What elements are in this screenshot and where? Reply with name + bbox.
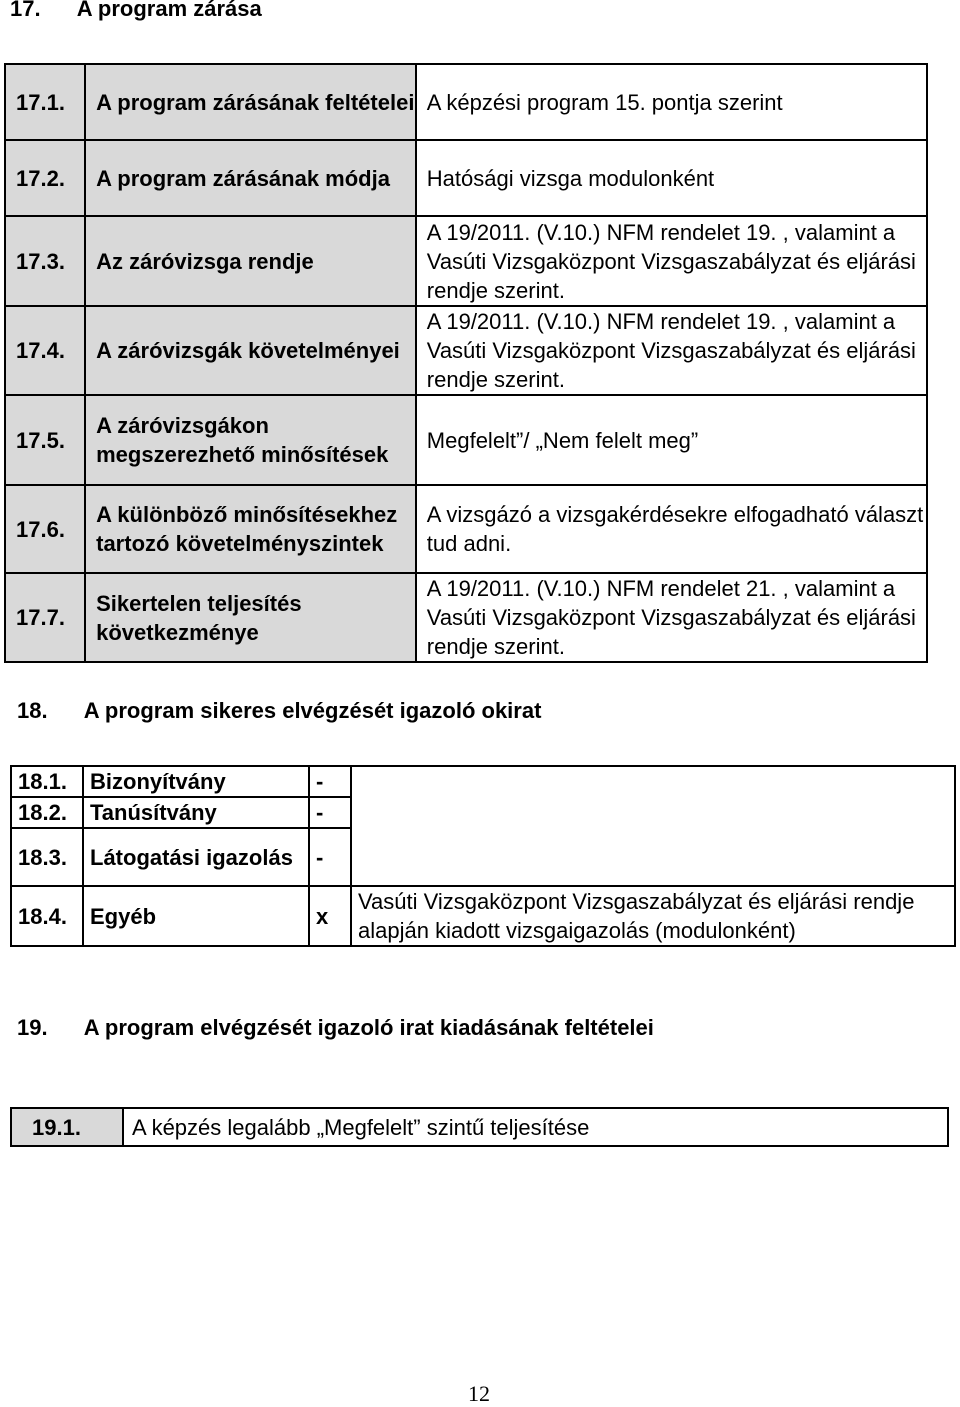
row-mark: x bbox=[309, 886, 351, 946]
table-row bbox=[5, 64, 927, 140]
row-value: A vizsgázó a vizsgakérdésekre elfogadható választ tud adni. bbox=[416, 485, 927, 573]
issuance-conditions-table bbox=[10, 1107, 949, 1147]
row-label: Sikertelen teljesítés következménye bbox=[85, 573, 416, 662]
row-value: Hatósági vizsga modulonként bbox=[416, 140, 927, 216]
certificate-table bbox=[10, 765, 956, 947]
section-19-heading bbox=[17, 1015, 654, 1041]
page-number: 12 bbox=[468, 1381, 490, 1406]
table-row bbox=[5, 485, 927, 573]
row-number: 18.2. bbox=[11, 797, 83, 828]
row-note: Vasúti Vizsgaközpont Vizsgaszabályzat és eljárási rendje alapján kiadott vizsgaigazolás (modulonként) bbox=[351, 886, 955, 946]
row-mark: - bbox=[309, 797, 351, 828]
section-19-title: A program elvégzését igazoló irat kiadásának feltételei bbox=[83, 1015, 654, 1040]
row-number: 17.1. bbox=[5, 64, 85, 140]
row-label: Tanúsítvány bbox=[83, 797, 309, 828]
table-row bbox=[5, 395, 927, 485]
section-17-title: A program zárása bbox=[76, 0, 262, 21]
row-value: A 19/2011. (V.10.) NFM rendelet 21. , valamint a Vasúti Vizsgaközpont Vizsgaszabályzat és eljárási rendje szerint. bbox=[416, 573, 927, 662]
table-row bbox=[5, 306, 927, 395]
row-label: Látogatási igazolás bbox=[83, 828, 309, 886]
section-18-title: A program sikeres elvégzését igazoló okirat bbox=[83, 698, 542, 723]
row-number: 18.3. bbox=[11, 828, 83, 886]
row-number: 17.5. bbox=[5, 395, 85, 485]
row-label: A záróvizsgákon megszerezhető minősítések bbox=[85, 395, 416, 485]
row-value: A 19/2011. (V.10.) NFM rendelet 19. , valamint a Vasúti Vizsgaközpont Vizsgaszabályzat és eljárási rendje szerint. bbox=[416, 306, 927, 395]
row-label: Egyéb bbox=[83, 886, 309, 946]
section-17-number: 17. bbox=[10, 0, 41, 21]
row-label: A program zárásának feltételei bbox=[85, 64, 416, 140]
row-number: 17.4. bbox=[5, 306, 85, 395]
row-label: Bizonyítvány bbox=[83, 766, 309, 797]
row-number: 18.4. bbox=[11, 886, 83, 946]
row-number: 17.2. bbox=[5, 140, 85, 216]
row-number: 19.1. bbox=[11, 1108, 123, 1146]
program-closing-table bbox=[4, 63, 928, 663]
section-17-heading bbox=[10, 0, 262, 22]
row-label: Az záróvizsga rendje bbox=[85, 216, 416, 306]
table-row bbox=[5, 216, 927, 306]
row-value: A képzés legalább „Megfelelt” szintű teljesítése bbox=[123, 1108, 948, 1146]
row-number: 17.3. bbox=[5, 216, 85, 306]
section-19-number: 19. bbox=[17, 1015, 48, 1040]
row-label: A záróvizsgák követelményei bbox=[85, 306, 416, 395]
table-row bbox=[5, 573, 927, 662]
row-note bbox=[351, 766, 955, 886]
row-number: 17.6. bbox=[5, 485, 85, 573]
row-number: 17.7. bbox=[5, 573, 85, 662]
section-18-heading bbox=[17, 698, 541, 724]
table-row bbox=[11, 886, 955, 946]
section-18-number: 18. bbox=[17, 698, 48, 723]
table-row bbox=[11, 766, 955, 797]
row-number: 18.1. bbox=[11, 766, 83, 797]
row-label: A különböző minősítésekhez tartozó követelményszintek bbox=[85, 485, 416, 573]
table-row bbox=[5, 140, 927, 216]
row-value: A képzési program 15. pontja szerint bbox=[416, 64, 927, 140]
row-label: A program zárásának módja bbox=[85, 140, 416, 216]
row-mark: - bbox=[309, 766, 351, 797]
table-row bbox=[11, 1108, 948, 1146]
row-value: Megfelelt”/ „Nem felelt meg” bbox=[416, 395, 927, 485]
row-value: A 19/2011. (V.10.) NFM rendelet 19. , valamint a Vasúti Vizsgaközpont Vizsgaszabályzat és eljárási rendje szerint. bbox=[416, 216, 927, 306]
row-mark: - bbox=[309, 828, 351, 886]
